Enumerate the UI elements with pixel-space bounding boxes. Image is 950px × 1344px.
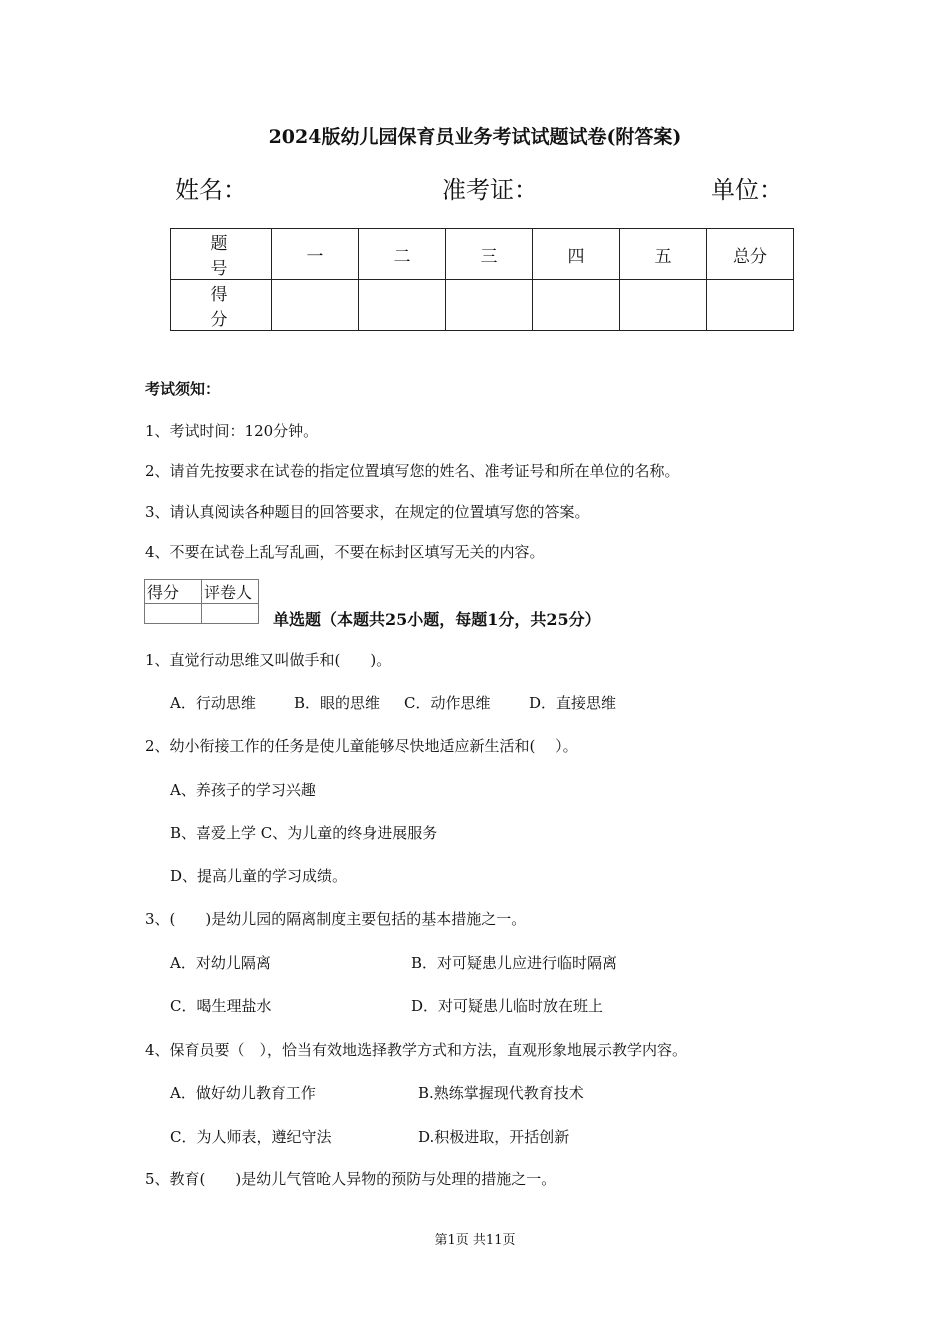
score-cell — [620, 280, 707, 331]
grader-box-score-cell — [145, 604, 202, 624]
grader-box-score-label: 得分 — [145, 580, 202, 604]
question-option: B.熟练掌握现代教育技术 — [418, 1084, 584, 1102]
score-table-header-cell: 三 — [446, 229, 533, 280]
question-stem: 2、幼小衔接工作的任务是使儿童能够尽快地适应新生活和( ）。 — [145, 737, 578, 755]
question-option: D．直接思维 — [529, 694, 617, 712]
grader-box-grader-cell — [202, 604, 259, 624]
page-footer: 第1页 共11页 — [434, 1233, 516, 1248]
question-option: D.积极进取，开括创新 — [418, 1128, 570, 1146]
section-heading: 单选题（本题共25小题，每题1分，共25分） — [273, 610, 601, 629]
question-option: B．对可疑患儿应进行临时隔离 — [411, 954, 618, 972]
score-cell — [272, 280, 359, 331]
question-stem: 1、直觉行动思维又叫做手和( )。 — [145, 651, 392, 669]
score-table-header-label: 题 号 — [171, 229, 272, 280]
question-stem: 5、教育( )是幼儿气管呛人异物的预防与处理的措施之一。 — [145, 1170, 557, 1188]
grader-box — [144, 579, 259, 624]
score-cell — [707, 280, 794, 331]
score-cell — [533, 280, 620, 331]
grader-box-grader-label: 评卷人 — [202, 580, 259, 604]
question-option: C．喝生理盐水 — [170, 997, 272, 1015]
question-option: C．为人师表，遵纪守法 — [170, 1128, 332, 1146]
exam-id-label: 准考证： — [442, 176, 538, 204]
score-cell — [359, 280, 446, 331]
score-table-score-label: 得 分 — [171, 280, 272, 331]
score-table-header-cell: 四 — [533, 229, 620, 280]
notice-item: 2、请首先按要求在试卷的指定位置填写您的姓名、准考证号和所在单位的名称。 — [145, 462, 680, 480]
question-option: A、养孩子的学习兴趣 — [170, 781, 316, 799]
question-option: B．眼的思维 — [294, 694, 381, 712]
score-table-header-cell: 总分 — [707, 229, 794, 280]
question-stem: 4、保育员要（ ），恰当有效地选择教学方式和方法，直观形象地展示教学内容。 — [145, 1041, 688, 1059]
name-label: 姓名： — [175, 176, 247, 204]
page-title: 2024版幼儿园保育员业务考试试题试卷(附答案) — [268, 126, 682, 148]
score-table-header-row — [171, 229, 794, 280]
question-option: A．行动思维 — [170, 694, 256, 712]
question-option: A．对幼儿隔离 — [170, 954, 271, 972]
question-option: D．对可疑患儿临时放在班上 — [411, 997, 604, 1015]
score-table-header-cell: 二 — [359, 229, 446, 280]
score-table — [170, 228, 794, 331]
score-table-score-row — [171, 280, 794, 331]
question-option: A．做好幼儿教育工作 — [170, 1084, 316, 1102]
question-option: B、喜爱上学 C、为儿童的终身进展服务 — [170, 824, 438, 842]
question-option: C．动作思维 — [404, 694, 491, 712]
notice-heading: 考试须知： — [145, 380, 221, 398]
notice-item: 3、请认真阅读各种题目的回答要求，在规定的位置填写您的答案。 — [145, 503, 590, 521]
score-cell — [446, 280, 533, 331]
score-table-header-cell: 一 — [272, 229, 359, 280]
question-stem: 3、( )是幼儿园的隔离制度主要包括的基本措施之一。 — [145, 910, 527, 928]
notice-item: 1、考试时间：120分钟。 — [145, 422, 319, 440]
unit-label: 单位： — [711, 176, 783, 204]
notice-item: 4、不要在试卷上乱写乱画，不要在标封区填写无关的内容。 — [145, 543, 545, 561]
question-option: D、提高儿童的学习成绩。 — [170, 867, 348, 885]
score-table-header-cell: 五 — [620, 229, 707, 280]
